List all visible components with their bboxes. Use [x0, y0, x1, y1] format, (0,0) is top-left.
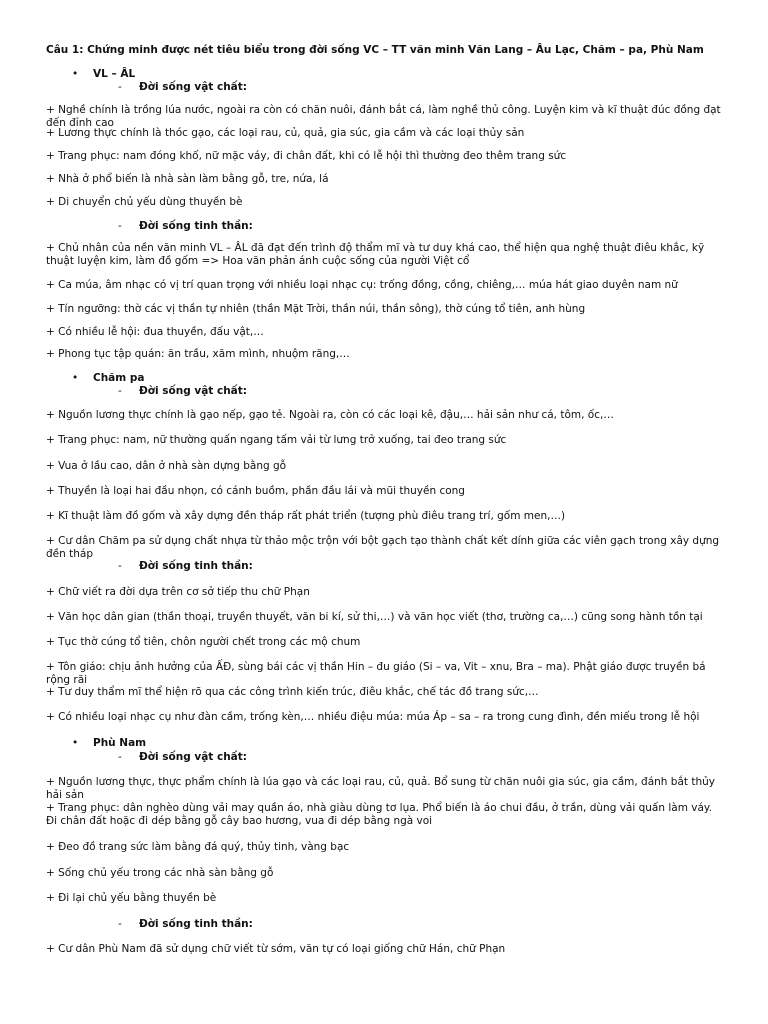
text-line: + Thuyền là loại hai đầu nhọn, có cánh buồm, phần đầu lái và mũi thuyền cong — [46, 485, 465, 497]
dash-marker: - — [118, 751, 122, 763]
text-line: + Chủ nhân của nền văn minh VL – ÂL đã đạt đến trình độ thẩm mĩ và tư duy khá cao, thể hiện qua nghệ thuật điêu khắc, kỹ thuật luyện kim, làm đồ gốm => Hoa văn phản ánh cuộc sống của người Việt cổ — [46, 242, 705, 267]
section-label-phu-nam: Phù Nam — [93, 737, 147, 749]
section-label-vl-al: VL – ÂL — [93, 68, 136, 80]
text-line: + Tín ngưỡng: thờ các vị thần tự nhiên (thần Mặt Trời, thần núi, thần sông), thờ cúng tổ tiên, anh hùng — [46, 303, 586, 315]
text-line: + Nguồn lương thực chính là gạo nếp, gạo tẻ. Ngoài ra, còn có các loại kê, đậu,… hải sản như cá, tôm, ốc,… — [46, 409, 614, 421]
subheading-material-life: Đời sống vật chất: — [139, 81, 247, 93]
text-line: + Chữ viết ra đời dựa trên cơ sở tiếp thu chữ Phạn — [46, 586, 310, 598]
text-line: + Tục thờ cúng tổ tiên, chôn người chết trong các mộ chum — [46, 636, 361, 648]
text-line: + Cư dân Chăm pa sử dụng chất nhựa từ thảo mộc trộn với bột gạch tạo thành chất kết dính giữa các viên gạch trong xây dựng đền tháp — [46, 535, 720, 560]
text-line: + Sống chủ yếu trong các nhà sàn bằng gỗ — [46, 867, 274, 879]
dash-marker: - — [118, 385, 122, 397]
text-line: + Phong tục tập quán: ăn trầu, xăm mình, nhuộm răng,… — [46, 348, 350, 360]
text-line: + Văn học dân gian (thần thoại, truyền thuyết, văn bi kí, sử thi,…) và văn học viết (thơ, trường ca,…) cũng song hành tồn tại — [46, 611, 703, 623]
subheading-spiritual-life: Đời sống tinh thần: — [139, 918, 253, 930]
dash-marker: - — [118, 81, 122, 93]
text-line: + Ca múa, âm nhạc có vị trí quan trọng với nhiều loại nhạc cụ: trống đồng, cồng, chiêng,… múa hát giao duyên nam nữ — [46, 279, 678, 291]
text-line: + Lương thực chính là thóc gạo, các loại rau, củ, quả, gia súc, gia cầm và các loại thủy sản — [46, 127, 525, 139]
text-line: + Trang phục: dân nghèo dùng vải may quần áo, nhà giàu dùng tơ lụa. Phổ biến là áo chui đầu, ở trần, dùng vải quấn làm váy. Đi chân đất hoặc đi dép bằng gỗ cây bao hương, vua đi dép bằng ngà voi — [46, 802, 712, 827]
text-line: + Cư dân Phù Nam đã sử dụng chữ viết từ sớm, văn tự có loại giống chữ Hán, chữ Phạn — [46, 943, 506, 955]
subheading-material-life: Đời sống vật chất: — [139, 385, 247, 397]
text-line: + Trang phục: nam đóng khố, nữ mặc váy, đi chân đất, khi có lễ hội thì thường đeo thêm trang sức — [46, 150, 567, 162]
text-line: + Tư duy thẩm mĩ thể hiện rõ qua các công trình kiến trúc, điêu khắc, chế tác đồ trang sức,… — [46, 686, 539, 698]
bullet-icon: • — [72, 737, 79, 749]
text-line: + Đi lại chủ yếu bằng thuyền bè — [46, 892, 217, 904]
text-line: + Trang phục: nam, nữ thường quấn ngang tấm vải từ lưng trở xuống, tai đeo trang sức — [46, 434, 507, 446]
dash-marker: - — [118, 560, 122, 572]
text-line: + Có nhiều loại nhạc cụ như đàn cầm, trống kèn,… nhiều điệu múa: múa Áp – sa – ra trong cung đình, đền miếu trong lễ hội — [46, 711, 700, 723]
text-line: + Có nhiều lễ hội: đua thuyền, đấu vật,… — [46, 326, 264, 338]
subheading-spiritual-life: Đời sống tinh thần: — [139, 560, 253, 572]
subheading-spiritual-life: Đời sống tinh thần: — [139, 220, 253, 232]
subheading-material-life: Đời sống vật chất: — [139, 751, 247, 763]
bullet-icon: • — [72, 372, 79, 384]
text-line: + Nguồn lương thực, thực phẩm chính là lúa gạo và các loại rau, củ, quả. Bổ sung từ chăn nuôi gia súc, gia cầm, đánh bắt thủy hải sản — [46, 776, 715, 801]
text-line: + Nhà ở phổ biến là nhà sàn làm bằng gỗ, tre, nứa, lá — [46, 173, 329, 185]
text-line: + Nghề chính là trồng lúa nước, ngoài ra còn có chăn nuôi, đánh bắt cá, làm nghề thủ công. Luyện kim và kĩ thuật đúc đồng đạt đến đỉnh cao — [46, 104, 721, 129]
text-line: + Tôn giáo: chịu ảnh hưởng của ẤĐ, sùng bái các vị thần Hin – đu giáo (Si – va, Vit – xnu, Bra – ma). Phật giáo được truyền bá rộng rãi — [46, 661, 706, 686]
text-line: + Kĩ thuật làm đồ gốm và xây dựng đền tháp rất phát triển (tượng phù điêu trang trí, gốm men,…) — [46, 510, 566, 522]
question-title: Câu 1: Chứng minh được nét tiêu biểu trong đời sống VC – TT văn minh Văn Lang – Âu Lạc, Chăm – pa, Phù Nam — [46, 44, 704, 56]
dash-marker: - — [118, 918, 122, 930]
text-line: + Đeo đồ trang sức làm bằng đá quý, thủy tinh, vàng bạc — [46, 841, 350, 853]
section-label-champa: Chăm pa — [93, 372, 145, 384]
dash-marker: - — [118, 220, 122, 232]
text-line: + Vua ở lầu cao, dân ở nhà sàn dựng bằng gỗ — [46, 460, 287, 472]
text-line: + Di chuyển chủ yếu dùng thuyền bè — [46, 196, 243, 208]
bullet-icon: • — [72, 68, 79, 80]
